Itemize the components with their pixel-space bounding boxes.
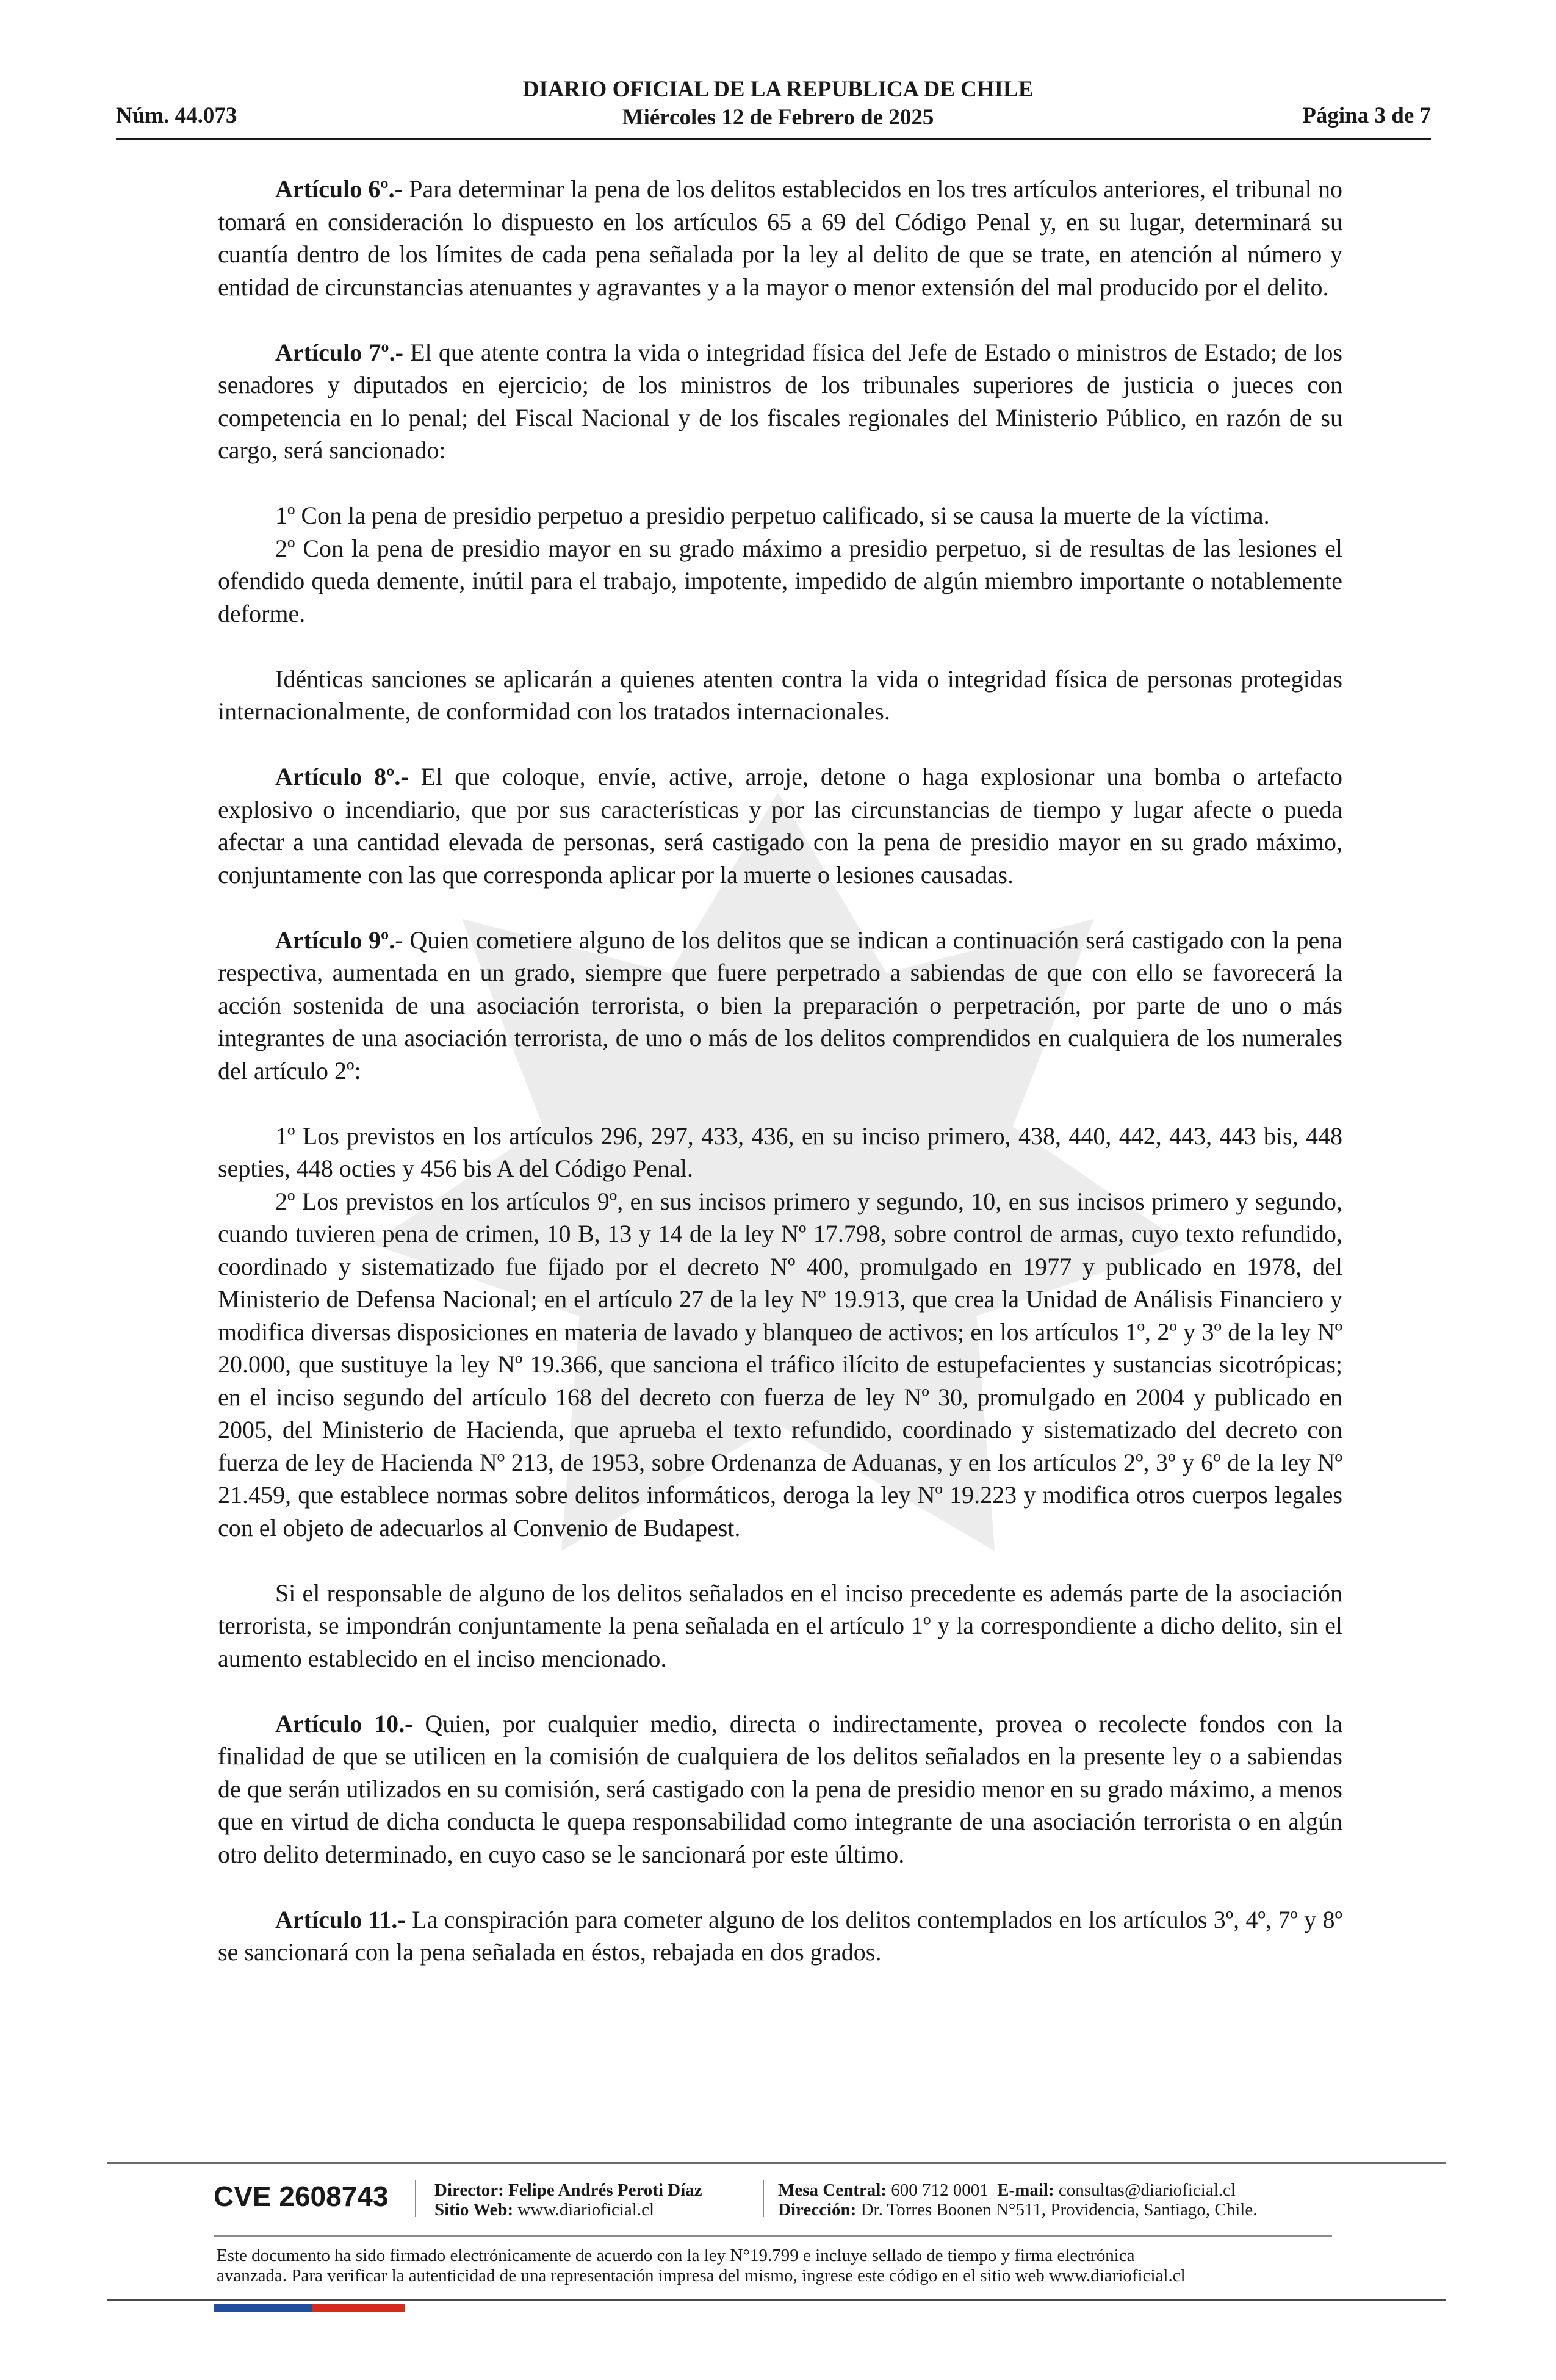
article-7-item-2: 2º Con la pena de presidio mayor en su grado máximo a presidio perpetuo, si de resultas de las lesiones el ofendido queda demente, inútil para el trabajo, impotente, impedido de algún miembro importante o notablemente deforme. xyxy=(218,534,1342,627)
phone-value: 600 712 0001 xyxy=(891,2180,989,2200)
director-name: Felipe Andrés Peroti Díaz xyxy=(508,2180,702,2200)
footer-separator xyxy=(415,2180,416,2217)
article-title: Artículo 6º.- xyxy=(275,175,403,203)
article-8 xyxy=(218,760,1342,891)
address-label: Dirección: xyxy=(778,2200,857,2220)
website-link[interactable]: www.diarioficial.cl xyxy=(517,2200,655,2220)
cve-code: CVE 2608743 xyxy=(214,2180,389,2212)
article-9 xyxy=(218,924,1342,1087)
journal-title: DIARIO OFICIAL DE LA REPUBLICA DE CHILE xyxy=(522,77,1034,102)
flag-stripe-red xyxy=(312,2304,405,2312)
article-10 xyxy=(218,1707,1342,1871)
footer-divider-bottom xyxy=(107,2299,1446,2301)
article-text: Para determinar la pena de los delitos establecidos en los tres artículos anteriores, el tribunal no tomará en consideración lo dispuesto en los artículos 65 a 69 del Código Penal y, en su lugar, determinará su cuantía dentro de los límites de cada pena señalada por la ley al delito de que se trate, en atención al número y entidad de circunstancias atenuantes y agravantes y a la mayor o menor extensión del mal producido por el delito. xyxy=(218,175,1343,301)
page-indicator: Página 3 de 7 xyxy=(1302,103,1431,128)
header-divider xyxy=(116,138,1431,140)
article-text: El que coloque, envíe, active, arroje, detone o haga explosionar una bomba o artefacto explosivo o incendiario, que por sus características y por las circunstancias de tiempo y lugar afecte o pueda afectar a una cantidad elevada de personas, será castigado con la pena de presidio mayor en su grado máximo, conjuntamente con las que corresponda aplicar por la muerte o lesiones causadas. xyxy=(218,763,1343,889)
article-7-item-1: 1º Con la pena de presidio perpetuo a presidio perpetuo calificado, si se causa la muerte de la víctima. xyxy=(275,502,1270,529)
article-7 xyxy=(218,336,1342,467)
footer-director-block xyxy=(434,2180,702,2220)
email-label: E-mail: xyxy=(997,2180,1054,2200)
article-title: Artículo 10.- xyxy=(275,1709,413,1737)
footer-divider-top xyxy=(107,2162,1446,2164)
article-7-closing: Idénticas sanciones se aplicarán a quienes atenten contra la vida o integridad física de personas protegidas internacionalmente, de conformidad con los tratados internacionales. xyxy=(218,665,1342,725)
article-6 xyxy=(218,173,1342,303)
article-9-item-2: 2º Los previstos en los artículos 9º, en sus incisos primero y segundo, 10, en sus incisos primero y segundo, cuando tuvieren pena de crimen, 10 B, 13 y 14 de la ley Nº 17.798, sobre control de armas, cuyo texto refundido, coordinado y sistematizado fue fijado por el decreto Nº 400, promulgado en 1977 y publicado en 1978, del Ministerio de Defensa Nacional; en el artículo 27 de la ley Nº 19.913, que crea la Unidad de Análisis Financiero y modifica diversas disposiciones en materia de lavado y blanqueo de activos; en los artículos 1º, 2º y 3º de la ley Nº 20.000, que sustituye la ley Nº 19.366, que sanciona el tráfico ilícito de estupefacientes y sustancias sicotrópicas; en el inciso segundo del artículo 168 del decreto con fuerza de ley Nº 30, promulgado en 2004 y publicado en 2005, del Ministerio de Hacienda, que aprueba el texto refundido, coordinado y sistematizado del decreto con fuerza de ley de Hacienda Nº 213, de 1953, sobre Ordenanza de Aduanas, y en los artículos 2º, 3º y 6º de la ley Nº 21.459, que establece normas sobre delitos informáticos, deroga la ley Nº 19.223 y modifica otros cuerpos legales con el objeto de adecuarlos al Convenio de Budapest. xyxy=(218,1187,1342,1542)
document-body xyxy=(218,173,1342,1969)
signature-line: avanzada. Para verificar la autenticidad de una representación impresa del mismo, ingrese este código en el sitio web www.diarioficial.cl xyxy=(217,2266,1186,2285)
issue-number: Núm. 44.073 xyxy=(116,103,237,128)
article-title: Artículo 11.- xyxy=(275,1905,406,1933)
website-label: Sitio Web: xyxy=(434,2200,514,2220)
article-text: Quien, por cualquier medio, directa o indirectamente, provea o recolecte fondos con la finalidad de que se utilicen en la comisión de cualquiera de los delitos señalados en la presente ley o a sabiendas de que serán utilizados en su comisión, será castigado con la pena de presidio menor en su grado máximo, a menos que en virtud de dicha conducta le quepa responsabilidad como integrante de una asociación terrorista o en algún otro delito determinado, en cuyo caso se le sancionará por este último. xyxy=(218,1709,1343,1868)
footer-contact-block xyxy=(778,2180,1257,2220)
article-9-closing: Si el responsable de alguno de los delitos señalados en el inciso precedente es además parte de la asociación terrorista, se impondrán conjuntamente la pena señalada en el artículo 1º y la correspondiente a dicho delito, sin el aumento establecido en el inciso mencionado. xyxy=(218,1579,1342,1672)
article-9-item-1: 1º Los previstos en los artículos 296, 297, 433, 436, en su inciso primero, 438, 440, 442, 443, 443 bis, 448 septies, 448 octies y 456 bis A del Código Penal. xyxy=(218,1122,1342,1182)
signature-notice xyxy=(217,2246,1339,2286)
email-link[interactable]: consultas@diarioficial.cl xyxy=(1058,2180,1236,2200)
address-value: Dr. Torres Boonen N°511, Providencia, Santiago, Chile. xyxy=(860,2200,1258,2220)
footer-divider-middle xyxy=(214,2235,1332,2237)
issue-date: Miércoles 12 de Febrero de 2025 xyxy=(622,105,934,130)
flag-stripe-blue xyxy=(214,2304,312,2312)
article-text: Quien cometiere alguno de los delitos que se indican a continuación será castigado con la pena respectiva, aumentada en un grado, siempre que fuere perpetrado a sabiendas de que con ello se favorecerá la acción sostenida de una asociación terrorista, o bien la preparación o perpetración, por parte de uno o más integrantes de una asociación terrorista, de uno o más de los delitos comprendidos en cualquiera de los numerales del artículo 2º: xyxy=(218,926,1343,1084)
article-11 xyxy=(218,1903,1342,1969)
footer-separator xyxy=(763,2180,764,2217)
article-text: La conspiración para cometer alguno de los delitos contemplados en los artículos 3º, 4º, 7º y 8º se sancionará con la pena señalada en éstos, rebajada en dos grados. xyxy=(218,1905,1342,1966)
signature-line: Este documento ha sido firmado electrónicamente de acuerdo con la ley N°19.799 e incluye sellado de tiempo y firma electrónica xyxy=(217,2246,1135,2265)
article-title: Artículo 7º.- xyxy=(275,338,403,366)
phone-label: Mesa Central: xyxy=(778,2180,887,2200)
director-label: Director: xyxy=(434,2180,504,2200)
article-title: Artículo 9º.- xyxy=(275,926,403,954)
article-text: El que atente contra la vida o integridad física del Jefe de Estado o ministros de Estado; de los senadores y diputados en ejercicio; de los ministros de los tribunales superiores de justicia o jueces con competencia en lo penal; del Fiscal Nacional y de los fiscales regionales del Ministerio Público, en razón de su cargo, será sancionado: xyxy=(218,338,1342,464)
article-title: Artículo 8º.- xyxy=(275,763,409,790)
